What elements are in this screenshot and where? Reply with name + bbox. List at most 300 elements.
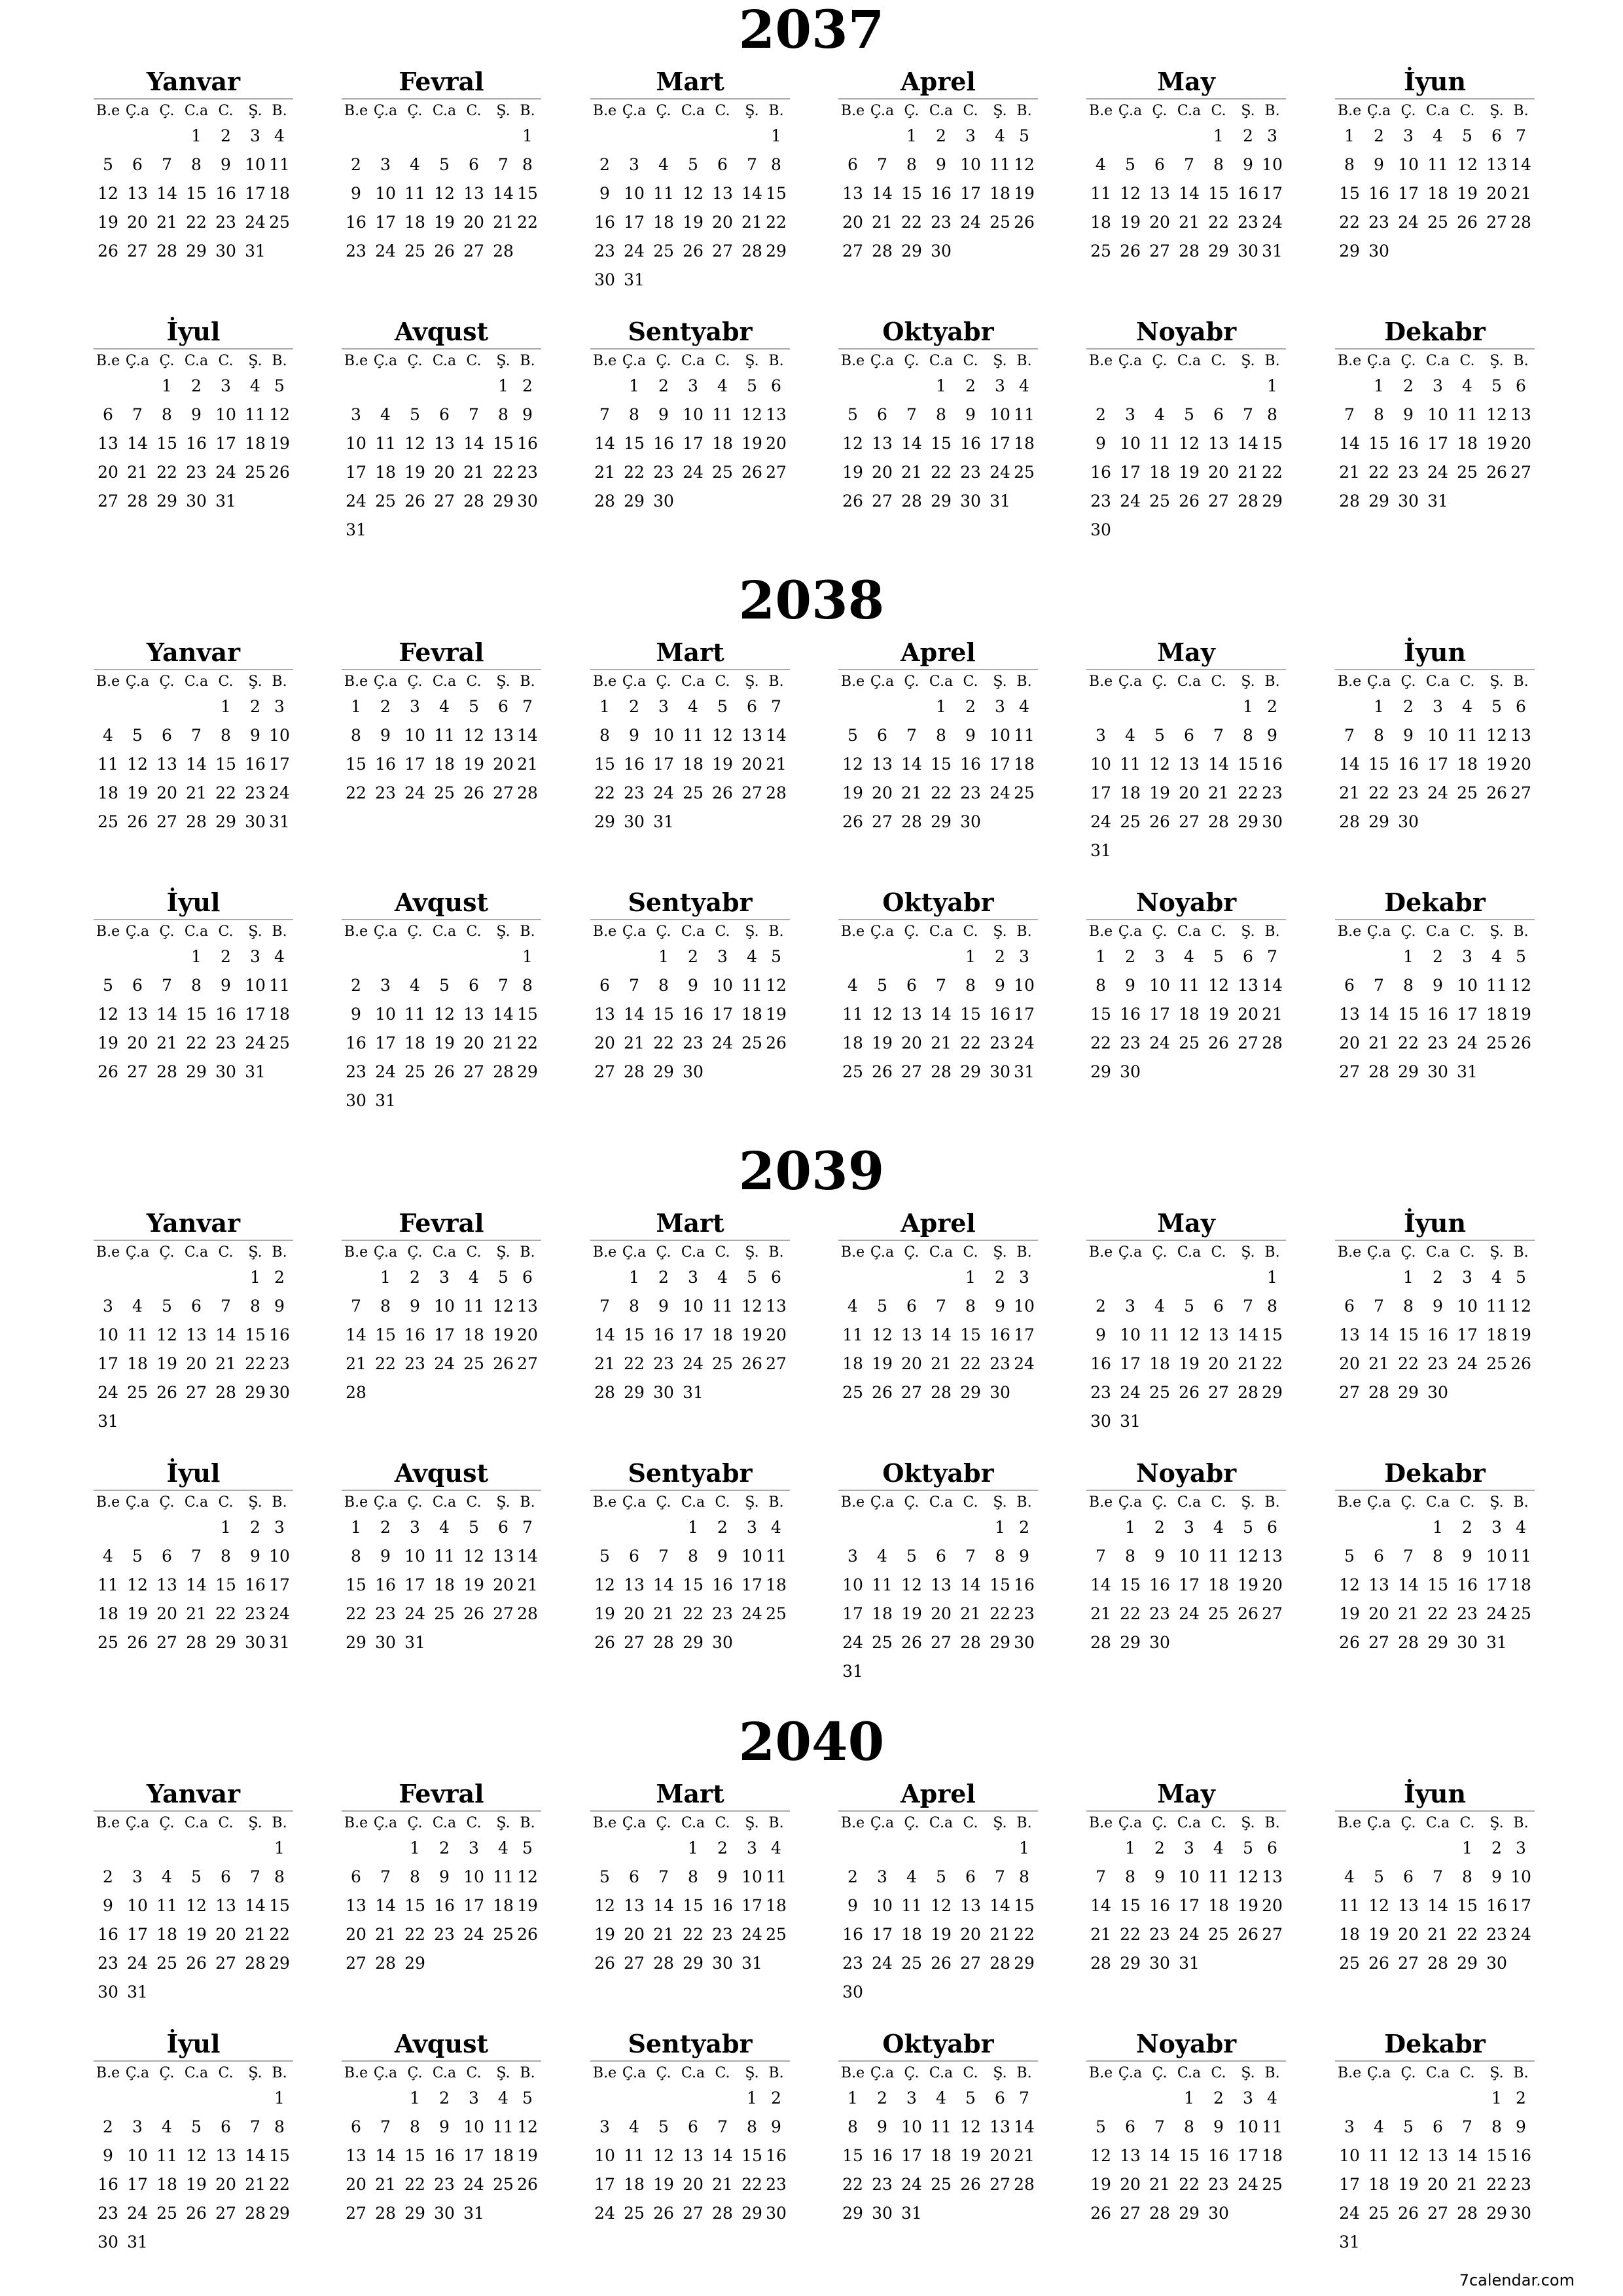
- day-number: 11: [624, 2146, 645, 2165]
- day-number: 13: [434, 434, 455, 453]
- day-number: 1: [1403, 1268, 1414, 1287]
- day-number: 27: [215, 2204, 236, 2223]
- day-number: 11: [1427, 155, 1448, 174]
- day-number: 7: [1213, 726, 1224, 745]
- weekday-label: B.: [1264, 1244, 1280, 1261]
- weekday-label: B.e: [1088, 103, 1113, 119]
- day-number: 16: [346, 213, 366, 232]
- day-number: 8: [847, 2117, 858, 2136]
- day-number: 1: [250, 1268, 260, 1287]
- weekday-label: Ç.: [407, 673, 423, 690]
- month-calendar: [838, 1778, 1038, 2013]
- day-number: 30: [245, 1633, 266, 1652]
- day-number: 26: [594, 1633, 615, 1652]
- day-number: 25: [463, 1354, 484, 1373]
- day-number: 11: [741, 976, 762, 995]
- weekday-label: Ç.a: [622, 1244, 647, 1261]
- day-number: 30: [1014, 1633, 1035, 1652]
- day-number: 16: [1090, 1354, 1111, 1373]
- day-number: 17: [463, 1896, 484, 1915]
- days-grid: [1335, 942, 1535, 1115]
- day-number: 21: [712, 2175, 733, 2194]
- day-number: 27: [766, 1354, 787, 1373]
- day-number: 7: [191, 726, 202, 745]
- day-number: 29: [1398, 1383, 1419, 1402]
- weekday-label: B.: [1513, 1244, 1529, 1261]
- day-number: 22: [269, 2175, 290, 2194]
- day-number: 3: [1184, 1518, 1194, 1537]
- day-number: 8: [936, 726, 946, 745]
- day-number: 16: [245, 755, 266, 774]
- day-number: 3: [1344, 2117, 1355, 2136]
- year-block: [0, 571, 1623, 1134]
- day-number: 6: [162, 726, 172, 745]
- weekday-label: Ç.: [904, 1494, 919, 1511]
- day-number: 10: [1457, 1297, 1478, 1316]
- day-number: 18: [1014, 434, 1035, 453]
- day-number: 24: [1149, 1033, 1170, 1052]
- day-number: 4: [877, 1547, 887, 1566]
- day-number: 25: [1149, 492, 1170, 511]
- day-number: 2: [274, 1268, 285, 1287]
- day-number: 17: [624, 213, 645, 232]
- day-number: 29: [842, 2204, 863, 2223]
- day-number: 29: [215, 1633, 236, 1652]
- weekday-label: Ç.a: [622, 1494, 647, 1511]
- day-number: 4: [1491, 947, 1502, 966]
- weekday-label: B.: [768, 353, 784, 369]
- weekday-label: C.: [1459, 1494, 1475, 1511]
- weekday-label: C.: [218, 924, 234, 940]
- weekday-label: B.: [1016, 924, 1032, 940]
- weekday-label: Ş.: [745, 2065, 759, 2081]
- day-number: 21: [1368, 1354, 1389, 1373]
- weekday-label: B.: [520, 103, 535, 119]
- day-number: 2: [1267, 697, 1277, 716]
- day-number: 14: [872, 184, 893, 203]
- day-number: 28: [1238, 1383, 1258, 1402]
- weekday-label: B.: [272, 103, 287, 119]
- day-number: 21: [901, 463, 922, 482]
- day-number: 5: [1154, 726, 1165, 745]
- day-number: 21: [990, 1925, 1010, 1944]
- day-number: 7: [906, 726, 917, 745]
- day-number: 17: [98, 1354, 118, 1373]
- day-number: 26: [463, 783, 484, 802]
- day-number: 25: [127, 1383, 148, 1402]
- day-number: 10: [624, 184, 645, 203]
- day-number: 15: [1457, 1896, 1478, 1915]
- day-number: 9: [103, 2146, 113, 2165]
- day-number: 21: [1368, 1033, 1389, 1052]
- day-number: 8: [1344, 155, 1355, 174]
- year-block: [0, 1712, 1623, 2275]
- day-number: 4: [1374, 2117, 1384, 2136]
- day-number: 28: [517, 1604, 538, 1623]
- day-number: 28: [215, 1383, 236, 1402]
- day-number: 15: [1208, 184, 1229, 203]
- day-number: 9: [191, 405, 202, 424]
- weekday-label: B.: [1264, 924, 1280, 940]
- day-number: 6: [1125, 2117, 1135, 2136]
- day-number: 5: [717, 697, 728, 716]
- weekday-label: B.: [768, 1815, 784, 1831]
- day-number: 28: [493, 1062, 514, 1081]
- day-number: 17: [245, 1005, 266, 1024]
- day-number: 29: [1339, 242, 1360, 260]
- day-number: 16: [98, 1925, 118, 1944]
- day-number: 13: [1398, 1896, 1419, 1915]
- day-number: 19: [960, 2146, 981, 2165]
- day-number: 7: [1344, 726, 1355, 745]
- day-number: 27: [872, 812, 893, 831]
- day-number: 25: [156, 1954, 177, 1973]
- weekday-label: B.: [1513, 673, 1529, 690]
- day-number: 28: [375, 1954, 396, 1973]
- day-number: 24: [245, 213, 266, 232]
- day-number: 17: [215, 434, 236, 453]
- day-number: 31: [990, 492, 1010, 511]
- day-number: 9: [1096, 1325, 1106, 1344]
- day-number: 12: [127, 1575, 148, 1594]
- day-number: 16: [594, 213, 615, 232]
- day-number: 7: [132, 405, 143, 424]
- day-number: 4: [274, 126, 285, 145]
- weekday-label: C.: [963, 353, 978, 369]
- weekday-label: C.: [715, 1494, 730, 1511]
- day-number: 23: [1090, 492, 1111, 511]
- month-name: Fevral: [399, 637, 484, 667]
- day-number: 26: [1208, 1033, 1229, 1052]
- day-number: 22: [741, 2175, 762, 2194]
- day-number: 24: [346, 492, 366, 511]
- day-number: 2: [191, 376, 202, 395]
- day-number: 31: [98, 1412, 118, 1431]
- day-number: 12: [872, 1005, 893, 1024]
- day-number: 4: [410, 976, 420, 995]
- weekday-label: B.e: [344, 1494, 368, 1511]
- weekday-label: C.a: [184, 2065, 209, 2081]
- day-number: 10: [1090, 755, 1111, 774]
- day-number: 1: [747, 2089, 757, 2108]
- days-grid: [1086, 372, 1286, 545]
- day-number: 10: [434, 1297, 455, 1316]
- day-number: 2: [410, 1268, 420, 1287]
- day-number: 10: [269, 1547, 290, 1566]
- day-number: 7: [1019, 2089, 1029, 2108]
- day-number: 3: [688, 1268, 698, 1287]
- day-number: 20: [1427, 2175, 1448, 2194]
- day-number: 8: [274, 2117, 285, 2136]
- day-number: 9: [936, 155, 946, 174]
- month-calendar: [1335, 886, 1535, 1122]
- day-number: 26: [269, 463, 290, 482]
- day-number: 2: [1433, 947, 1443, 966]
- day-number: 23: [346, 1062, 366, 1081]
- weekday-label: B.e: [1088, 2065, 1113, 2081]
- weekday-label: C.: [715, 924, 730, 940]
- month-calendar: [342, 1207, 541, 1443]
- weekday-label: B.: [768, 1244, 784, 1261]
- day-number: 7: [498, 976, 508, 995]
- day-number: 9: [1267, 726, 1277, 745]
- day-number: 29: [1457, 1954, 1478, 1973]
- day-number: 13: [156, 755, 177, 774]
- day-number: 13: [901, 1005, 922, 1024]
- day-number: 2: [221, 947, 231, 966]
- day-number: 30: [872, 2204, 893, 2223]
- weekday-label: Ç.a: [622, 673, 647, 690]
- day-number: 5: [103, 976, 113, 995]
- day-number: 26: [766, 1033, 787, 1052]
- day-number: 19: [1179, 463, 1200, 482]
- day-number: 1: [274, 2089, 285, 2108]
- day-number: 19: [463, 755, 484, 774]
- weekday-label: C.a: [929, 2065, 954, 2081]
- day-number: 20: [741, 755, 762, 774]
- day-number: 3: [250, 947, 260, 966]
- day-number: 24: [1339, 2204, 1360, 2223]
- weekday-label: B.e: [96, 1244, 120, 1261]
- day-number: 9: [847, 1896, 858, 1915]
- day-number: 1: [1213, 126, 1224, 145]
- day-number: 21: [245, 1925, 266, 1944]
- day-number: 14: [594, 1325, 615, 1344]
- day-number: 16: [990, 1325, 1010, 1344]
- day-number: 24: [1427, 783, 1448, 802]
- day-number: 22: [624, 1354, 645, 1373]
- day-number: 26: [98, 1062, 118, 1081]
- day-number: 29: [1368, 492, 1389, 511]
- day-number: 7: [1243, 405, 1253, 424]
- day-number: 22: [931, 783, 952, 802]
- day-number: 19: [404, 463, 425, 482]
- day-number: 22: [1339, 213, 1360, 232]
- weekday-header-row: [590, 669, 790, 694]
- day-number: 8: [1403, 976, 1414, 995]
- day-number: 18: [269, 1005, 290, 1024]
- day-number: 5: [1491, 376, 1502, 395]
- month-name: May: [1157, 1208, 1215, 1238]
- day-number: 31: [741, 1954, 762, 1973]
- day-number: 28: [1208, 812, 1229, 831]
- weekday-label: Ş.: [1489, 924, 1504, 940]
- day-number: 25: [493, 2175, 514, 2194]
- day-number: 4: [658, 155, 669, 174]
- day-number: 7: [469, 405, 479, 424]
- day-number: 24: [1457, 1354, 1478, 1373]
- year-title: 2040: [738, 1711, 885, 1772]
- weekday-label: Ç.: [1152, 2065, 1168, 2081]
- day-number: 8: [771, 155, 781, 174]
- day-number: 29: [960, 1383, 981, 1402]
- day-number: 16: [98, 2175, 118, 2194]
- day-number: 16: [624, 755, 645, 774]
- day-number: 9: [1403, 405, 1414, 424]
- day-number: 6: [1243, 947, 1253, 966]
- days-grid: [1086, 1263, 1286, 1436]
- day-number: 21: [931, 1354, 952, 1373]
- weekday-label: C.a: [1425, 353, 1450, 369]
- day-number: 5: [132, 726, 143, 745]
- month-calendar: [1086, 636, 1286, 872]
- year-block: [0, 0, 1623, 563]
- day-number: 6: [717, 155, 728, 174]
- weekday-label: Ç.a: [373, 2065, 398, 2081]
- day-number: 28: [1262, 1033, 1283, 1052]
- day-number: 1: [1374, 376, 1384, 395]
- weekday-label: B.: [1016, 353, 1032, 369]
- day-number: 15: [404, 1896, 425, 1915]
- day-number: 11: [156, 1896, 177, 1915]
- day-number: 31: [653, 812, 674, 831]
- weekday-label: B.e: [1088, 1494, 1113, 1511]
- day-number: 20: [766, 434, 787, 453]
- day-number: 3: [380, 155, 391, 174]
- day-number: 22: [1120, 1604, 1141, 1623]
- day-number: 15: [1427, 1575, 1448, 1594]
- day-number: 24: [98, 1383, 118, 1402]
- day-number: 20: [1510, 434, 1531, 453]
- day-number: 5: [1491, 697, 1502, 716]
- day-number: 29: [245, 1383, 266, 1402]
- weekday-header-row: [838, 348, 1038, 373]
- day-number: 13: [1427, 2146, 1448, 2165]
- day-number: 30: [98, 1982, 118, 2001]
- day-number: 10: [1398, 155, 1419, 174]
- day-number: 5: [1019, 126, 1029, 145]
- month-name: Mart: [656, 67, 724, 96]
- day-number: 2: [1154, 1839, 1165, 1857]
- day-number: 18: [1120, 783, 1141, 802]
- day-number: 5: [1243, 1518, 1253, 1537]
- day-number: 3: [1125, 1297, 1135, 1316]
- weekday-label: Ç.a: [1118, 1815, 1143, 1831]
- day-number: 23: [245, 1604, 266, 1623]
- weekday-header-row: [342, 1810, 541, 1835]
- weekday-header-row: [94, 348, 293, 373]
- day-number: 20: [1486, 184, 1507, 203]
- day-number: 5: [439, 976, 450, 995]
- weekday-header-row: [342, 98, 541, 123]
- day-number: 26: [901, 1633, 922, 1652]
- day-number: 14: [245, 2146, 266, 2165]
- weekday-label: Ç.a: [373, 1815, 398, 1831]
- day-number: 30: [1510, 2204, 1531, 2223]
- month-name: May: [1157, 67, 1215, 96]
- day-number: 1: [351, 1518, 361, 1537]
- day-number: 13: [990, 2117, 1010, 2136]
- day-number: 20: [1339, 1354, 1360, 1373]
- day-number: 29: [990, 1633, 1010, 1652]
- day-number: 26: [1486, 783, 1507, 802]
- day-number: 20: [990, 2146, 1010, 2165]
- day-number: 10: [1014, 976, 1035, 995]
- day-number: 29: [493, 492, 514, 511]
- month-calendar: [590, 1778, 790, 2013]
- day-number: 22: [624, 463, 645, 482]
- day-number: 13: [766, 405, 787, 424]
- day-number: 17: [741, 1896, 762, 1915]
- day-number: 1: [522, 126, 533, 145]
- day-number: 22: [186, 1033, 207, 1052]
- day-number: 19: [1457, 184, 1478, 203]
- weekday-label: Ç.a: [125, 353, 150, 369]
- day-number: 3: [1019, 947, 1029, 966]
- day-number: 19: [594, 1604, 615, 1623]
- day-number: 29: [1238, 812, 1258, 831]
- day-number: 28: [1339, 492, 1360, 511]
- day-number: 10: [245, 155, 266, 174]
- day-number: 29: [517, 1062, 538, 1081]
- day-number: 26: [1486, 463, 1507, 482]
- month-calendar: [838, 315, 1038, 551]
- day-number: 1: [1243, 697, 1253, 716]
- day-number: 28: [1427, 1954, 1448, 1973]
- weekday-label: Ş.: [248, 1494, 262, 1511]
- weekday-label: Ç.: [656, 2065, 671, 2081]
- day-number: 27: [624, 1633, 645, 1652]
- day-number: 11: [1120, 755, 1141, 774]
- weekday-label: Ş.: [1489, 673, 1504, 690]
- day-number: 5: [191, 2117, 202, 2136]
- day-number: 25: [156, 2204, 177, 2223]
- weekday-label: Ç.: [656, 103, 671, 119]
- day-number: 19: [1238, 1896, 1258, 1915]
- day-number: 10: [1120, 1325, 1141, 1344]
- day-number: 14: [653, 1896, 674, 1915]
- day-number: 29: [624, 1383, 645, 1402]
- day-number: 26: [463, 1604, 484, 1623]
- day-number: 18: [1149, 1354, 1170, 1373]
- day-number: 16: [1262, 755, 1283, 774]
- weekday-label: C.a: [184, 924, 209, 940]
- day-number: 18: [653, 213, 674, 232]
- weekday-label: Ç.: [1400, 353, 1416, 369]
- day-number: 15: [931, 434, 952, 453]
- day-number: 2: [717, 1839, 728, 1857]
- day-number: 9: [439, 1867, 450, 1886]
- day-number: 8: [410, 1867, 420, 1886]
- day-number: 15: [1486, 2146, 1507, 2165]
- month-calendar: [1335, 1457, 1535, 1693]
- day-number: 20: [594, 1033, 615, 1052]
- day-number: 13: [1238, 976, 1258, 995]
- day-number: 30: [1208, 2204, 1229, 2223]
- day-number: 25: [98, 812, 118, 831]
- weekday-label: Ş.: [1489, 103, 1504, 119]
- day-number: 13: [517, 1297, 538, 1316]
- weekday-label: C.: [715, 1815, 730, 1831]
- day-number: 18: [493, 2146, 514, 2165]
- day-number: 14: [1427, 1896, 1448, 1915]
- day-number: 26: [1179, 1383, 1200, 1402]
- day-number: 15: [960, 1325, 981, 1344]
- day-number: 21: [517, 755, 538, 774]
- day-number: 3: [717, 947, 728, 966]
- day-number: 10: [653, 726, 674, 745]
- day-number: 29: [1120, 1633, 1141, 1652]
- weekday-label: B.: [1513, 1494, 1529, 1511]
- day-number: 30: [653, 492, 674, 511]
- month-name: Oktyabr: [882, 2029, 994, 2058]
- day-number: 4: [410, 155, 420, 174]
- day-number: 4: [995, 126, 1005, 145]
- day-number: 16: [1368, 184, 1389, 203]
- day-number: 12: [1457, 155, 1478, 174]
- day-number: 25: [741, 1033, 762, 1052]
- day-number: 7: [162, 155, 172, 174]
